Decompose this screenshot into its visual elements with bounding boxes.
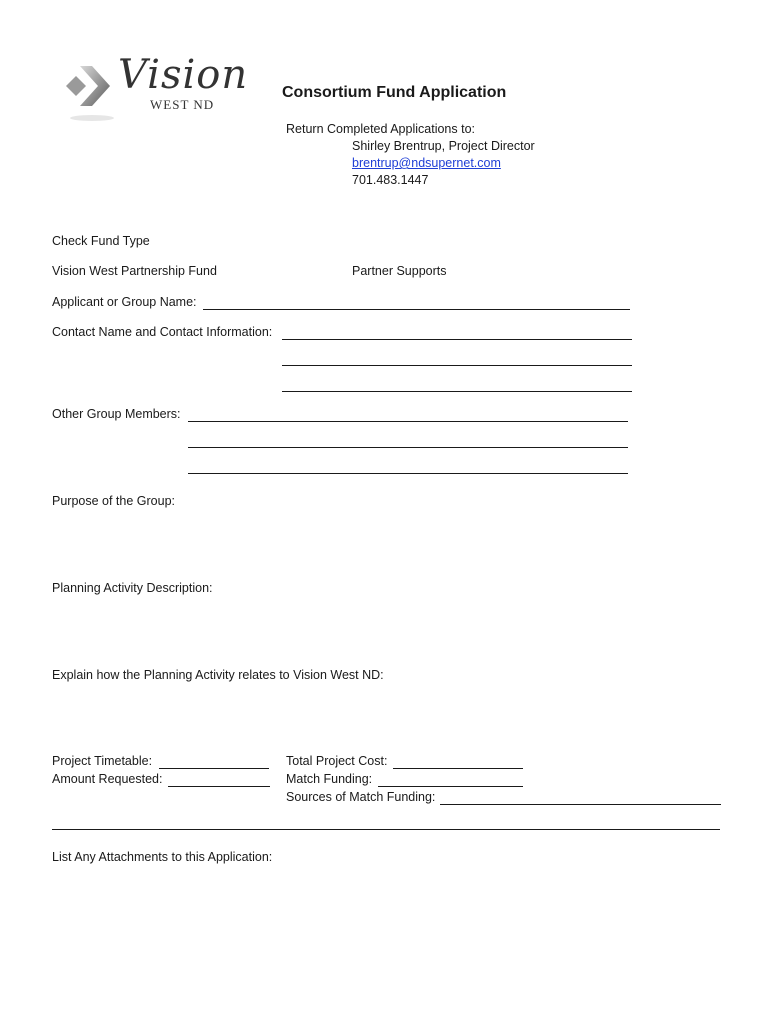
sources-field[interactable] <box>440 804 721 805</box>
amount-field[interactable] <box>168 786 270 787</box>
contact-field-2[interactable] <box>282 365 632 366</box>
fund-option-partner-supports[interactable]: Partner Supports <box>352 264 447 278</box>
amount-label: Amount Requested: <box>52 772 163 786</box>
other-members-field-3[interactable] <box>188 473 628 474</box>
attachments-label: List Any Attachments to this Application: <box>52 850 273 864</box>
timetable-label: Project Timetable: <box>52 754 153 768</box>
fund-option-partnership[interactable]: Vision West Partnership Fund <box>52 264 217 278</box>
timetable-field[interactable] <box>159 768 269 769</box>
section-divider <box>52 829 720 830</box>
contact-field-3[interactable] <box>282 391 632 392</box>
sources-label: Sources of Match Funding: <box>286 790 436 804</box>
purpose-label: Purpose of the Group: <box>52 494 175 508</box>
logo-script-text: Vision <box>118 52 249 98</box>
phone-number: 701.483.1447 <box>352 173 429 187</box>
return-heading: Return Completed Applications to: <box>286 122 475 136</box>
other-members-field-2[interactable] <box>188 447 628 448</box>
vision-west-logo-icon <box>62 58 122 124</box>
explain-label: Explain how the Planning Activity relates to Vision West ND: <box>52 668 384 682</box>
other-members-field-1[interactable] <box>188 421 628 422</box>
contact-label: Contact Name and Contact Information: <box>52 325 273 339</box>
page-title: Consortium Fund Application <box>282 84 507 101</box>
email-link[interactable]: brentrup@ndsupernet.com <box>352 156 501 170</box>
total-cost-field[interactable] <box>393 768 523 769</box>
match-label: Match Funding: <box>286 772 373 786</box>
total-cost-label: Total Project Cost: <box>286 754 388 768</box>
contact-person: Shirley Brentrup, Project Director <box>352 139 535 153</box>
applicant-field[interactable] <box>203 309 630 310</box>
match-field[interactable] <box>378 786 523 787</box>
planning-label: Planning Activity Description: <box>52 581 213 595</box>
applicant-label: Applicant or Group Name: <box>52 295 197 309</box>
contact-field-1[interactable] <box>282 339 632 340</box>
logo-subtitle: WEST ND <box>150 97 215 112</box>
fund-type-label: Check Fund Type <box>52 234 150 248</box>
other-members-label: Other Group Members: <box>52 407 181 421</box>
